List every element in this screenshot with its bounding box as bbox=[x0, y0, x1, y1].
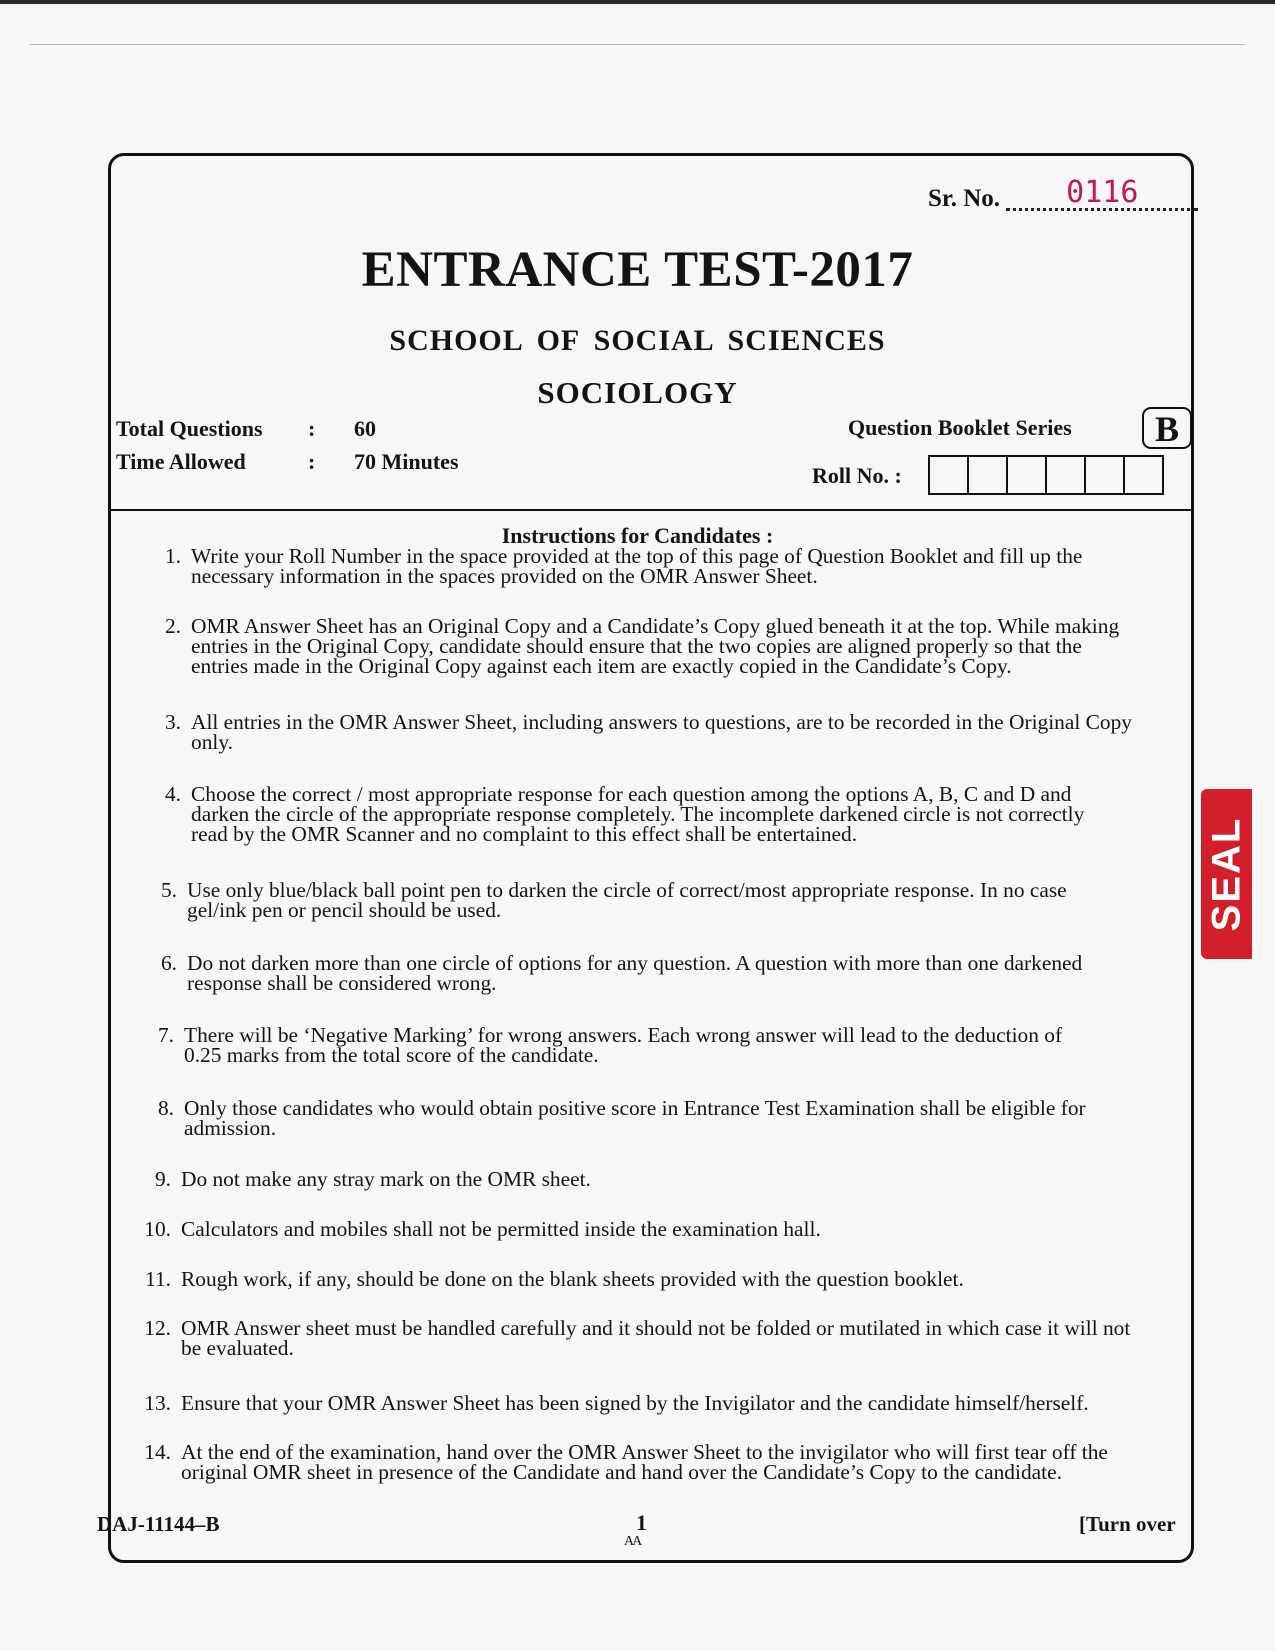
instruction-item: 8. Only those candidates who would obtain positive score in Entrance Test Examination shall be eligible for admission. bbox=[157, 1096, 1086, 1140]
roll-digit-box[interactable] bbox=[1123, 455, 1164, 495]
total-questions-value: 60 bbox=[354, 416, 376, 441]
page-number: 1 bbox=[636, 1510, 647, 1535]
turn-over-label: [Turn over bbox=[1079, 1512, 1176, 1536]
school-name: SCHOOL OF SOCIAL SCIENCES bbox=[389, 324, 886, 357]
faint-top-line bbox=[30, 44, 1245, 45]
seal-label: SEAL bbox=[1204, 816, 1248, 932]
serial-value: 0116 bbox=[1006, 178, 1198, 211]
series-badge: B bbox=[1142, 407, 1192, 449]
roll-number-boxes bbox=[930, 455, 1164, 495]
section-divider bbox=[108, 509, 1194, 511]
instructions-heading: Instructions for Candidates : bbox=[501, 523, 774, 548]
time-allowed-label: Time Allowed bbox=[116, 449, 246, 474]
series-label: Question Booklet Series bbox=[848, 415, 1072, 440]
instruction-item: 5. Use only blue/black ball point pen to darken the circle of correct/most appropriate response. In no case gel/ink pen or pencil should be used. bbox=[160, 878, 1067, 922]
seal-tab bbox=[1201, 789, 1252, 959]
instruction-item: 14. At the end of the examination, hand over the OMR Answer Sheet to the invigilator who will first tear off the original OMR sheet in presence of the Candidate and hand over the Candidate’s Copy to the candidate. bbox=[144, 1440, 1108, 1484]
instruction-item: 10. Calculators and mobiles shall not be permitted inside the examination hall. bbox=[144, 1217, 821, 1241]
instruction-item: 7. There will be ‘Negative Marking’ for wrong answers. Each wrong answer will lead to the deduction of 0.25 marks from the total score of the candidate. bbox=[157, 1023, 1063, 1067]
time-allowed-value: 70 Minutes bbox=[354, 449, 459, 474]
roll-digit-box[interactable] bbox=[1084, 455, 1125, 495]
instruction-item: 12. OMR Answer sheet must be handled carefully and it should not be folded or mutilated in which case it will not be evaluated. bbox=[144, 1316, 1131, 1360]
instruction-item: 6. Do not darken more than one circle of options for any question. A question with more than one darkened response shall be considered wrong. bbox=[160, 951, 1083, 995]
booklet-code: DAJ-11144–B bbox=[97, 1512, 220, 1536]
instruction-item: 9. Do not make any stray mark on the OMR sheet. bbox=[154, 1167, 591, 1191]
page-title: ENTRANCE TEST-2017 bbox=[361, 242, 914, 298]
printer-mark: AA bbox=[624, 1534, 641, 1549]
roll-label: Roll No. : bbox=[812, 463, 902, 488]
instruction-item: 11. Rough work, if any, should be done on the blank sheets provided with the question booklet. bbox=[145, 1267, 964, 1291]
roll-digit-box[interactable] bbox=[967, 455, 1008, 495]
instruction-item: 2. OMR Answer Sheet has an Original Copy and a Candidate’s Copy glued beneath it at the top. While making entries in the Original Copy, candidate should ensure that the two copies are aligned properly so that the entries made in the Original Copy against each item are exactly copied in the Candidate’s Copy. bbox=[164, 614, 1120, 678]
roll-digit-box[interactable] bbox=[1045, 455, 1086, 495]
serial-label: Sr. No. bbox=[928, 185, 1001, 212]
instruction-item: 4. Choose the correct / most appropriate response for each question among the options A, B, C and D and darken the circle of the appropriate response completely. The incomplete darkened circle is not correctly read by the OMR Scanner and no complaint to this effect shall be entertained. bbox=[164, 782, 1085, 846]
roll-digit-box[interactable] bbox=[1006, 455, 1047, 495]
instruction-item: 3. All entries in the OMR Answer Sheet, including answers to questions, are to be recorded in the Original Copy only. bbox=[164, 710, 1132, 754]
top-edge-rule bbox=[0, 0, 1275, 4]
total-questions-label: Total Questions bbox=[116, 416, 263, 441]
colon: : bbox=[308, 449, 316, 474]
serial-number bbox=[928, 175, 1198, 215]
colon: : bbox=[308, 416, 316, 441]
roll-digit-box[interactable] bbox=[928, 455, 969, 495]
subject-name: SOCIOLOGY bbox=[537, 375, 738, 410]
instruction-item: 1. Write your Roll Number in the space provided at the top of this page of Question Booklet and fill up the necessary information in the spaces provided on the OMR Answer Sheet. bbox=[164, 544, 1083, 588]
instruction-item: 13. Ensure that your OMR Answer Sheet has been signed by the Invigilator and the candidate himself/herself. bbox=[144, 1391, 1089, 1415]
